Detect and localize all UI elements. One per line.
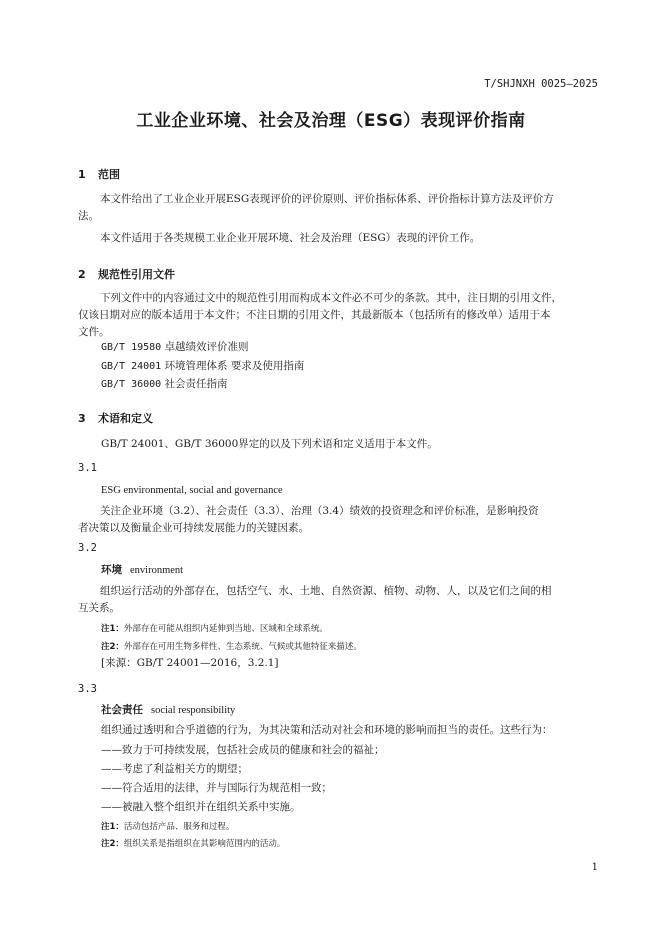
term-english: environment xyxy=(130,565,184,576)
reference-item xyxy=(101,376,228,391)
section-title: 范围 xyxy=(98,168,120,181)
term-definition xyxy=(78,583,602,617)
reference-title: 社会责任指南 xyxy=(164,378,228,390)
section-title: 规范性引用文件 xyxy=(98,268,175,281)
note-text: 外部存在可能从组织内延伸到当地、区域和全球系统。 xyxy=(123,624,328,634)
note-label: 注1： xyxy=(101,624,124,634)
note-label: 注2： xyxy=(101,642,124,652)
text-line: 法。 xyxy=(78,210,99,222)
section-1-paragraph-1 xyxy=(78,191,602,225)
section-2-heading xyxy=(78,266,175,282)
note-label: 注1： xyxy=(101,822,124,832)
reference-code: GB/T 19580 xyxy=(101,342,162,353)
reference-item xyxy=(101,339,249,354)
clause-number: 3.1 xyxy=(78,462,97,474)
note xyxy=(101,640,362,652)
text-line: 互关系。 xyxy=(78,602,120,614)
list-item: ——致力于可持续发展，包括社会成员的健康和社会的福祉； xyxy=(101,744,385,756)
section-title: 术语和定义 xyxy=(98,412,153,425)
note-text: 组织关系是指组织在其影响范围内的活动。 xyxy=(123,839,286,849)
term-chinese: 社会责任 xyxy=(101,704,143,716)
reference-title: 环境管理体系 要求及使用指南 xyxy=(164,360,305,372)
note-text: 活动包括产品、服务和过程。 xyxy=(123,822,235,832)
note-text: 外部存在可用生物多样性、生态系统、气候或其他特征来描述。 xyxy=(123,642,362,652)
section-1-paragraph-2 xyxy=(78,230,602,247)
note xyxy=(101,622,328,634)
term-chinese: 环境 xyxy=(101,564,122,576)
section-number: 1 xyxy=(78,168,86,181)
reference-title: 卓越绩效评价准则 xyxy=(164,341,249,353)
reference-item xyxy=(101,358,304,373)
text-line: 文件。 xyxy=(78,326,110,338)
clause-number: 3.2 xyxy=(78,542,97,554)
term-heading xyxy=(101,484,283,496)
term-english: social responsibility xyxy=(151,705,236,716)
section-1-heading xyxy=(78,166,120,182)
term-definition: 组织通过透明和合乎道德的行为，为其决策和活动对社会和环境的影响而担当的责任。这些行为： xyxy=(101,724,553,736)
text-span: 关注企业环境（3.2）、社会责任（3.3）、治理（3.4）绩效的投资理念和评价标准，是影响投资 xyxy=(100,505,539,517)
term-heading xyxy=(101,562,183,577)
page-number: 1 xyxy=(591,862,598,873)
text-span: 组织运行活动的外部存在，包括空气、水、土地、自然资源、植物、动物、人，以及它们之间的相 xyxy=(100,585,552,597)
text-line: 仅该日期对应的版本适用于本文件；不注日期的引用文件，其最新版本（包括所有的修改单）适用于本 xyxy=(78,309,551,321)
section-2-paragraph xyxy=(78,290,602,341)
reference-code: GB/T 24001 xyxy=(101,361,162,372)
list-item: ——符合适用的法律，并与国际行为规范相一致； xyxy=(101,782,332,794)
text-line xyxy=(78,583,602,600)
note xyxy=(101,837,285,849)
section-number: 3 xyxy=(78,412,86,425)
term-definition xyxy=(78,503,602,537)
text-line xyxy=(78,290,602,307)
note-label: 注2： xyxy=(101,839,124,849)
list-item: ——考虑了利益相关方的期望； xyxy=(101,763,248,775)
term-heading xyxy=(101,702,235,717)
text-span: 下列文件中的内容通过文中的规范性引用而构成本文件必不可少的条款。其中，注日期的引用文件， xyxy=(100,292,562,304)
reference-code: GB/T 36000 xyxy=(101,379,162,390)
text-span: 本文件给出了工业企业开展ESG表现评价的评价原则、评价指标体系、评价指标计算方法及评价方 xyxy=(100,193,554,205)
note xyxy=(101,820,234,832)
section-3-intro: GB/T 24001、GB/T 36000界定的以及下列术语和定义适用于本文件。 xyxy=(101,438,438,450)
source-citation: [来源：GB/T 24001—2016，3.2.1] xyxy=(101,657,279,669)
text-line xyxy=(78,503,602,520)
text-line xyxy=(78,230,602,247)
text-line xyxy=(78,191,602,208)
list-item: ——被融入整个组织并在组织关系中实施。 xyxy=(101,801,301,813)
text-span: 本文件适用于各类规模工业企业开展环境、社会及治理（ESG）表现的评价工作。 xyxy=(100,232,481,244)
term-english: ESG environmental, social and governance xyxy=(101,485,283,496)
document-title: 工业企业环境、社会及治理（ESG）表现评价指南 xyxy=(136,111,526,131)
section-3-heading xyxy=(78,410,153,426)
clause-number: 3.3 xyxy=(78,683,97,695)
section-number: 2 xyxy=(78,268,86,281)
text-line: 者决策以及衡量企业可持续发展能力的关键因素。 xyxy=(78,522,309,534)
standard-code: T/SHJNXH 0025—2025 xyxy=(484,78,598,90)
